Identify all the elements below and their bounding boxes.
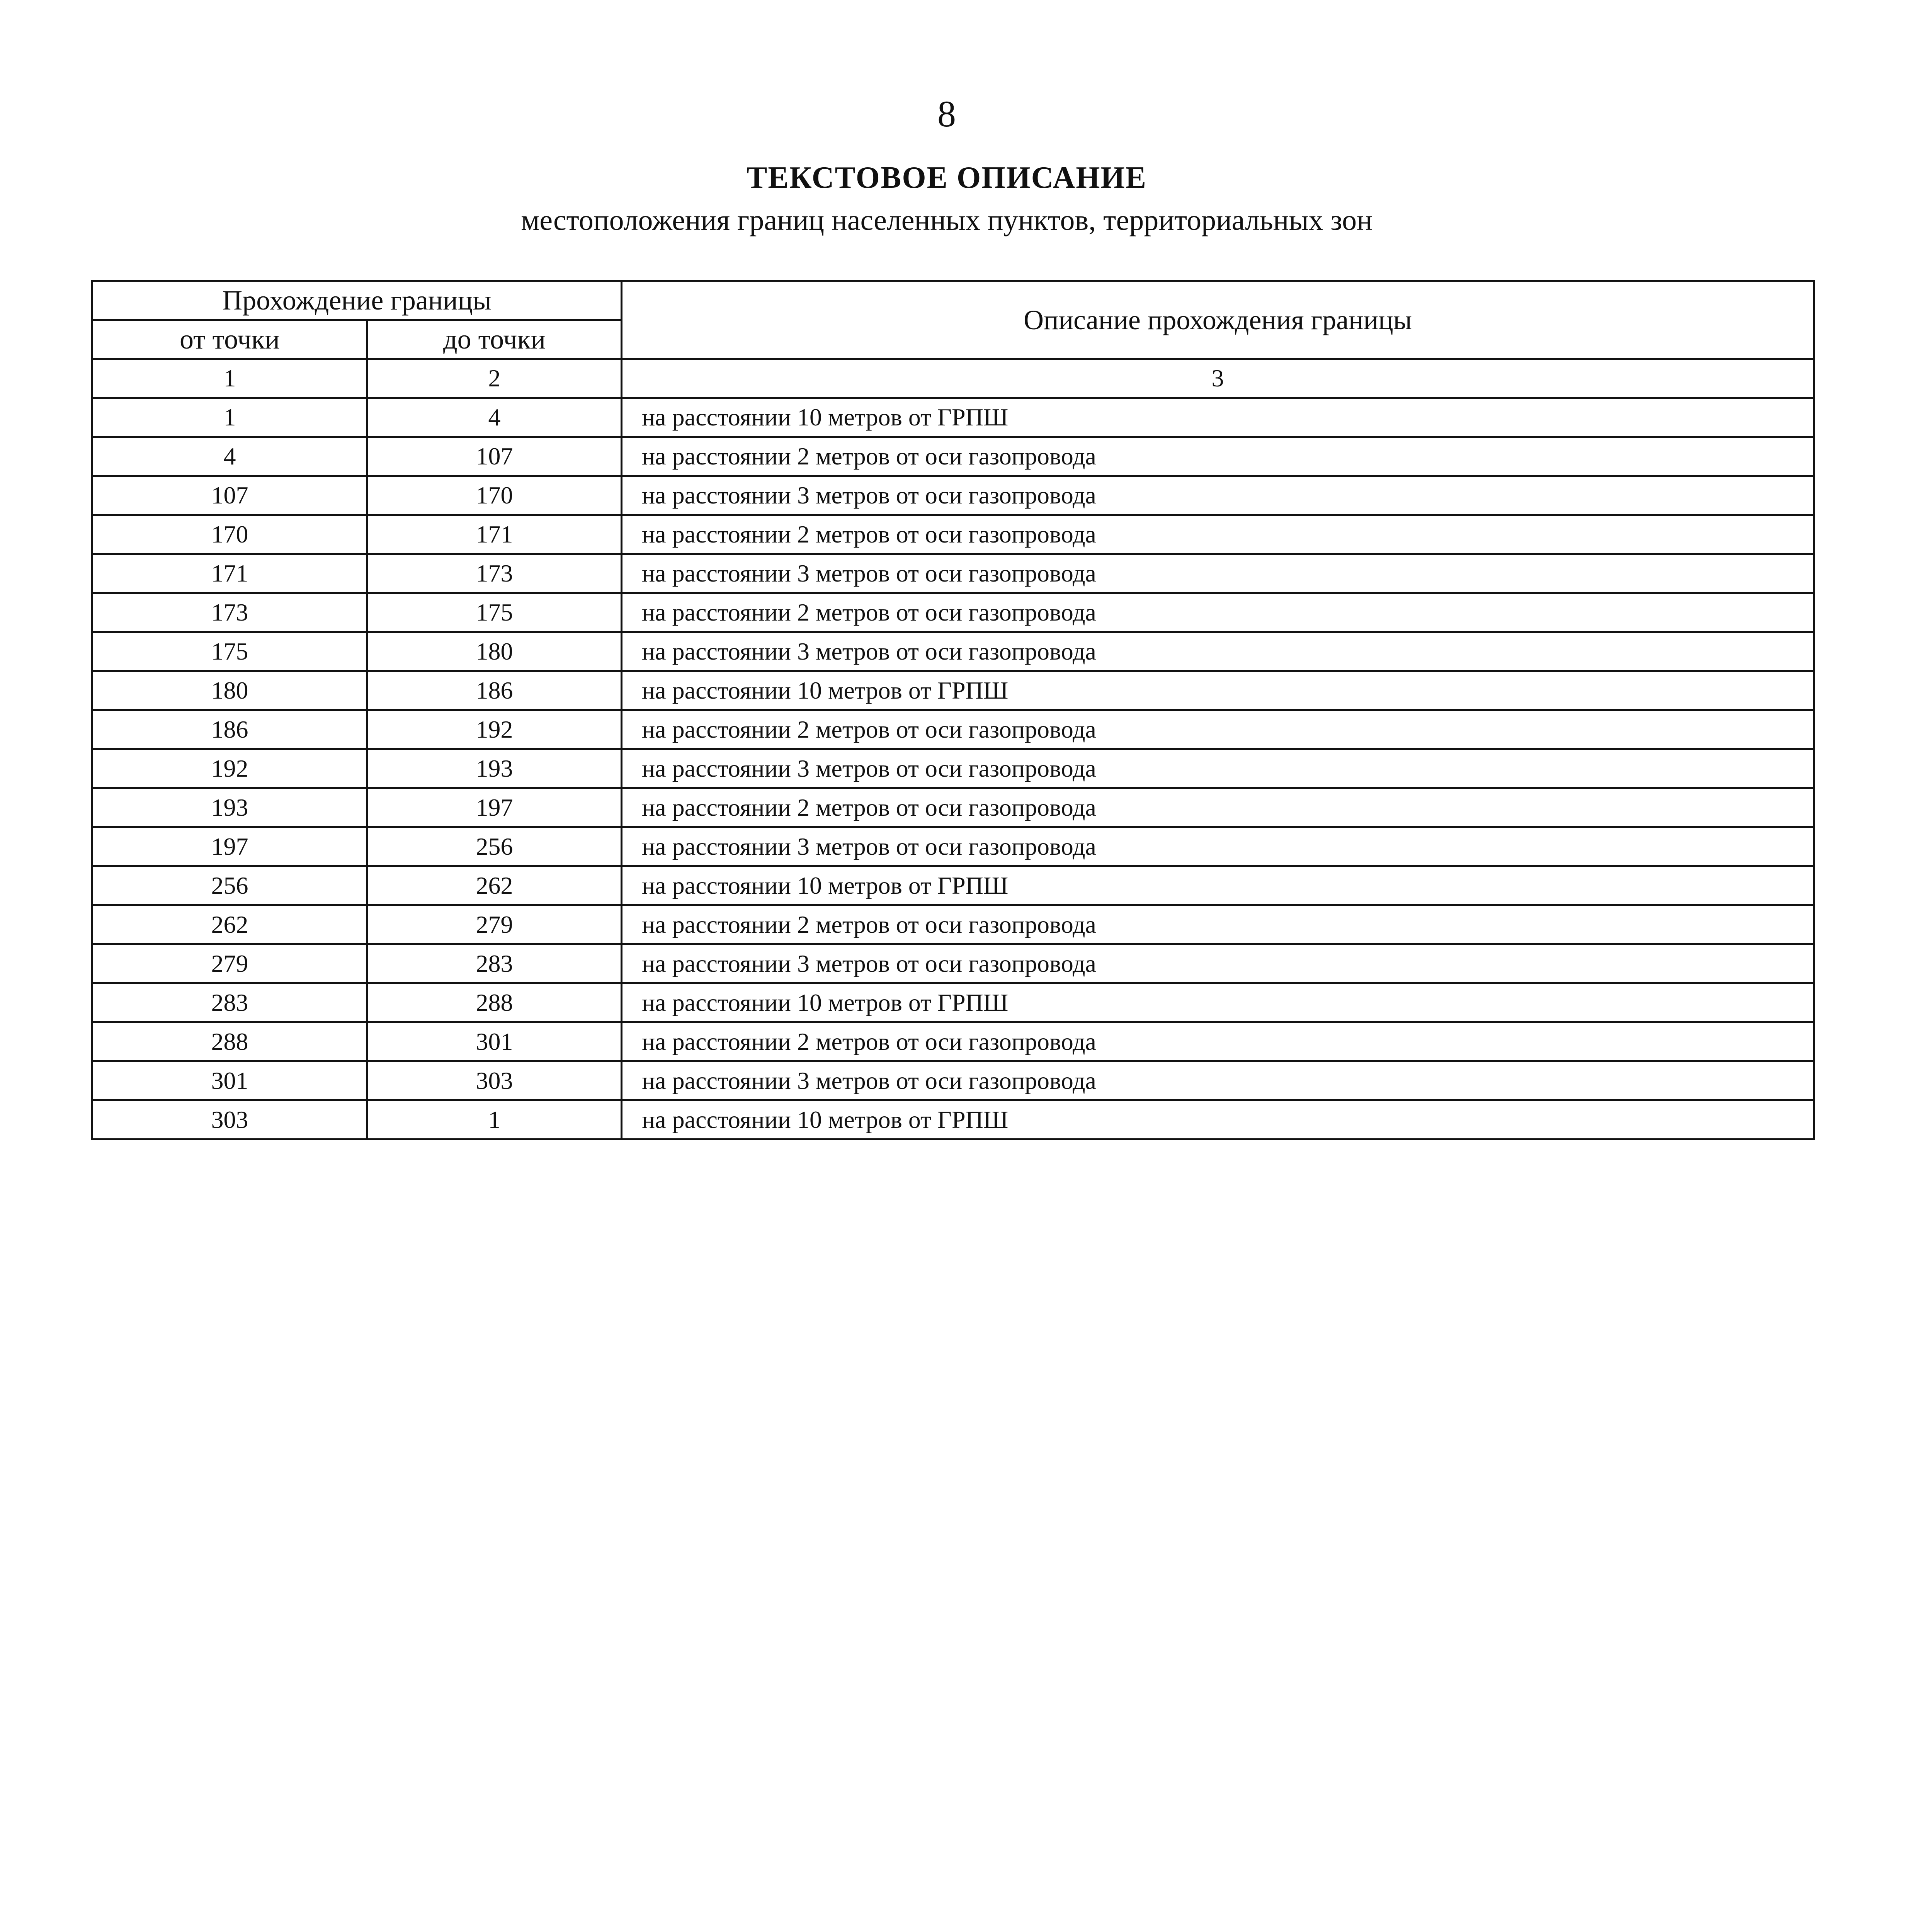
description-cell: на расстоянии 3 метров от оси газопровода <box>622 749 1814 788</box>
to-point-cell: 197 <box>367 788 622 827</box>
header-boundary-group: Прохождение границы <box>92 281 622 320</box>
to-point-cell: 186 <box>367 671 622 710</box>
from-point-cell: 171 <box>92 554 367 593</box>
description-cell: на расстоянии 3 метров от оси газопровода <box>622 554 1814 593</box>
table-body <box>92 398 1814 1139</box>
table-row <box>92 905 1814 944</box>
document-title: ТЕКСТОВОЕ ОПИСАНИЕ <box>746 161 1147 195</box>
table-row <box>92 1022 1814 1061</box>
description-cell: на расстоянии 3 метров от оси газопровода <box>622 476 1814 515</box>
table-row <box>92 1061 1814 1100</box>
document-subtitle: местоположения границ населенных пунктов, территориальных зон <box>521 204 1372 236</box>
to-point-cell: 301 <box>367 1022 622 1061</box>
column-number-row <box>92 359 1814 398</box>
from-point-cell: 175 <box>92 632 367 671</box>
to-point-cell: 283 <box>367 944 622 983</box>
from-point-cell: 303 <box>92 1100 367 1139</box>
to-point-cell: 256 <box>367 827 622 866</box>
table-row <box>92 866 1814 905</box>
to-point-cell: 1 <box>367 1100 622 1139</box>
table-row <box>92 398 1814 437</box>
description-cell: на расстоянии 3 метров от оси газопровода <box>622 632 1814 671</box>
description-cell: на расстоянии 3 метров от оси газопровода <box>622 1061 1814 1100</box>
description-cell: на расстоянии 2 метров от оси газопровода <box>622 515 1814 554</box>
description-cell: на расстоянии 10 метров от ГРПШ <box>622 671 1814 710</box>
table-row <box>92 749 1814 788</box>
from-point-cell: 288 <box>92 1022 367 1061</box>
description-cell: на расстоянии 10 метров от ГРПШ <box>622 1100 1814 1139</box>
from-point-cell: 301 <box>92 1061 367 1100</box>
table-row <box>92 671 1814 710</box>
from-point-cell: 283 <box>92 983 367 1022</box>
to-point-cell: 288 <box>367 983 622 1022</box>
table-row <box>92 983 1814 1022</box>
to-point-cell: 192 <box>367 710 622 749</box>
table-row <box>92 593 1814 632</box>
from-point-cell: 180 <box>92 671 367 710</box>
table-row <box>92 476 1814 515</box>
description-cell: на расстоянии 2 метров от оси газопровода <box>622 905 1814 944</box>
to-point-cell: 4 <box>367 398 622 437</box>
description-cell: на расстоянии 10 метров от ГРПШ <box>622 398 1814 437</box>
from-point-cell: 192 <box>92 749 367 788</box>
from-point-cell: 197 <box>92 827 367 866</box>
table-row <box>92 788 1814 827</box>
from-point-cell: 4 <box>92 437 367 476</box>
from-point-cell: 107 <box>92 476 367 515</box>
from-point-cell: 186 <box>92 710 367 749</box>
to-point-cell: 171 <box>367 515 622 554</box>
to-point-cell: 170 <box>367 476 622 515</box>
to-point-cell: 180 <box>367 632 622 671</box>
table-row <box>92 554 1814 593</box>
from-point-cell: 173 <box>92 593 367 632</box>
to-point-cell: 193 <box>367 749 622 788</box>
from-point-cell: 262 <box>92 905 367 944</box>
description-cell: на расстоянии 3 метров от оси газопровода <box>622 944 1814 983</box>
boundary-description-table <box>91 280 1815 1140</box>
description-cell: на расстоянии 2 метров от оси газопровода <box>622 710 1814 749</box>
description-cell: на расстоянии 2 метров от оси газопровода <box>622 788 1814 827</box>
column-number: 2 <box>367 359 622 398</box>
page-number: 8 <box>937 93 956 134</box>
to-point-cell: 279 <box>367 905 622 944</box>
from-point-cell: 193 <box>92 788 367 827</box>
to-point-cell: 107 <box>367 437 622 476</box>
to-point-cell: 175 <box>367 593 622 632</box>
table-row <box>92 632 1814 671</box>
from-point-cell: 170 <box>92 515 367 554</box>
description-cell: на расстоянии 2 метров от оси газопровода <box>622 437 1814 476</box>
table-row <box>92 944 1814 983</box>
description-cell: на расстоянии 10 метров от ГРПШ <box>622 983 1814 1022</box>
from-point-cell: 1 <box>92 398 367 437</box>
column-number: 1 <box>92 359 367 398</box>
description-cell: на расстоянии 2 метров от оси газопровода <box>622 593 1814 632</box>
table-row <box>92 1100 1814 1139</box>
column-number: 3 <box>622 359 1814 398</box>
to-point-cell: 262 <box>367 866 622 905</box>
table-row <box>92 710 1814 749</box>
description-cell: на расстоянии 10 метров от ГРПШ <box>622 866 1814 905</box>
table-row <box>92 515 1814 554</box>
header-to-point: до точки <box>367 320 622 359</box>
from-point-cell: 256 <box>92 866 367 905</box>
table-row <box>92 827 1814 866</box>
from-point-cell: 279 <box>92 944 367 983</box>
to-point-cell: 173 <box>367 554 622 593</box>
table-row <box>92 437 1814 476</box>
to-point-cell: 303 <box>367 1061 622 1100</box>
header-description: Описание прохождения границы <box>622 281 1814 359</box>
description-cell: на расстоянии 2 метров от оси газопровода <box>622 1022 1814 1061</box>
header-from-point: от точки <box>92 320 367 359</box>
description-cell: на расстоянии 3 метров от оси газопровода <box>622 827 1814 866</box>
